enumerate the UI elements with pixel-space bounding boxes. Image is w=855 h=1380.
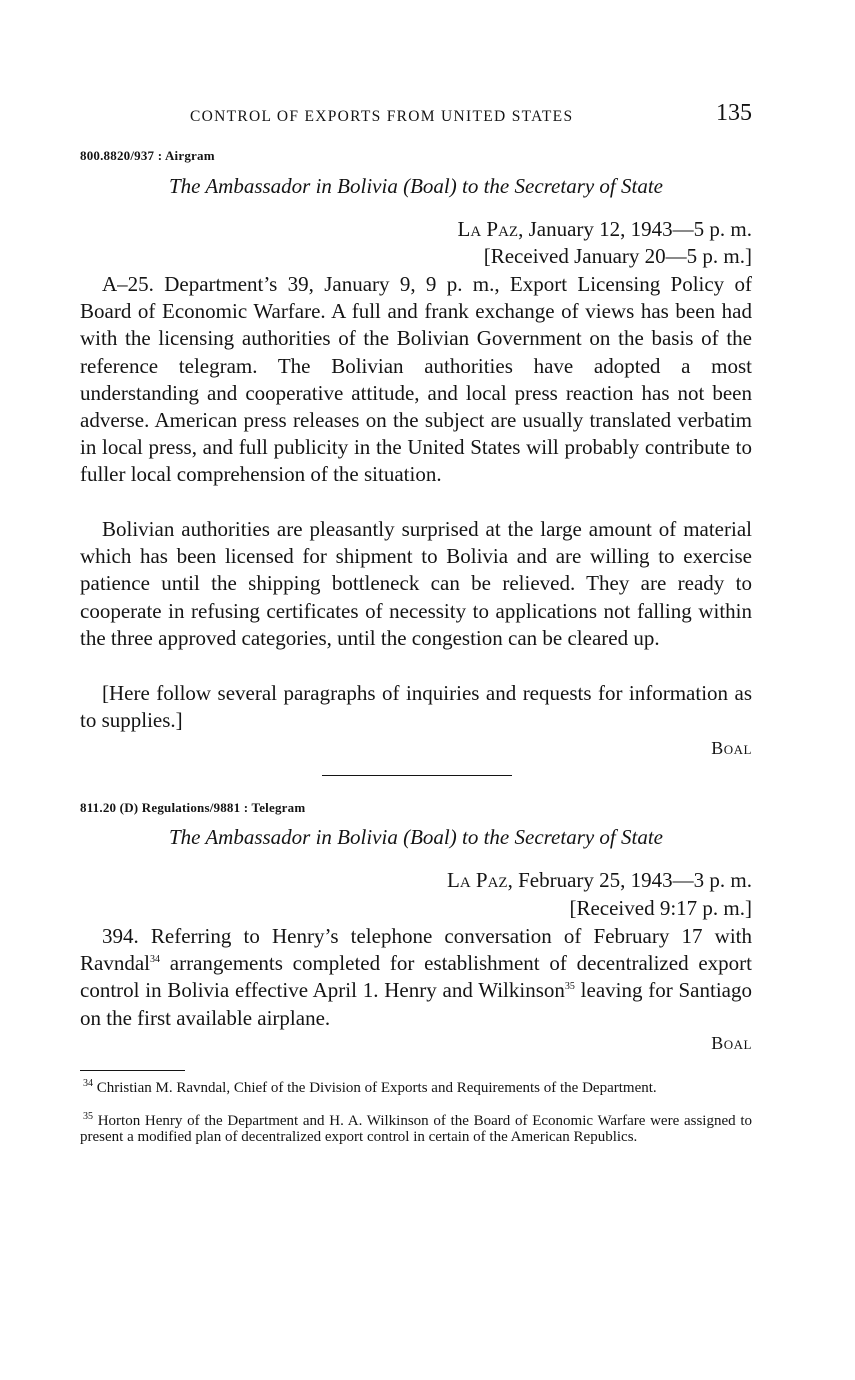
footnote-ref-35: 35 (564, 981, 575, 993)
doc2-heading-part: The Ambassador in Bolivia ( (168, 825, 411, 849)
doc1-heading-part: The Ambassador in Bolivia ( (168, 174, 411, 198)
doc2-signature: Boal (711, 1033, 752, 1053)
doc1-file-id: 800.8820/937 : Airgram (80, 148, 215, 163)
doc1-dateline (80, 216, 752, 243)
footnote-mark: 34 (83, 1078, 93, 1089)
doc1-heading-part: ) to the Secretary of State (449, 174, 664, 198)
doc2-received: [Received 9:17 p. m.] (569, 896, 752, 920)
doc2-place: La Paz (447, 868, 508, 892)
running-header-title: CONTROL OF EXPORTS FROM UNITED STATES (190, 108, 574, 125)
doc1-heading (80, 174, 752, 199)
doc2-date: , February 25, 1943—3 p. m. (507, 868, 752, 892)
footnote-text: Horton Henry of the Department and H. A. Wilkinson of the Board of Economic Warfare were assigned to present a modified plan of decentralized export control in certain of the American Republics. (80, 1113, 752, 1146)
section-divider (322, 775, 512, 776)
doc2-text: 394. Referring to Henry’s telephone conversation of February 17 with Ravndal (80, 924, 752, 976)
footnote-35 (80, 1113, 752, 1145)
doc2-dateline (80, 867, 752, 894)
doc1-received: [Received January 20—5 p. m.] (483, 244, 752, 268)
doc2-paragraph (80, 923, 752, 1032)
doc2-heading-name: Boal (410, 825, 450, 849)
doc1-paragraph-2: Bolivian authorities are pleasantly surprised at the large amount of material which has been licensed for shipment to Bolivia and are willing to exercise patience until the shipping bottleneck can be relieved. They are ready to cooperate in refusing certificates of necessity to applications not falling within the three approved categories, until the congestion can be cleared up. (80, 517, 752, 650)
page-number: 135 (716, 100, 752, 126)
doc2-text: arrangements completed for establishment of decentralized export control in Bolivia effective April 1. Henry and Wilkinson (80, 951, 752, 1003)
doc1-paragraph-1: A–25. Department’s 39, January 9, 9 p. m., Export Licensing Policy of Board of Economic Warfare. A full and frank exchange of views has been had with the licensing authorities of the Bolivian Government on the basis of the reference telegram. The Bolivian authorities have adopted a most understanding and cooperative attitude, and local press reaction has not been adverse. American press releases on the subject are usually translated verbatim in local press, and full publicity in the United States will probably contribute to fuller local comprehension of the situation. (80, 272, 752, 487)
footnote-rule (80, 1070, 185, 1071)
footnote-34 (80, 1080, 752, 1096)
footnote-text: Christian M. Ravndal, Chief of the Division of Exports and Requirements of the Department. (93, 1080, 657, 1096)
footnote-ref-34: 34 (149, 954, 160, 966)
footnote-mark: 35 (83, 1111, 93, 1122)
running-header (190, 100, 752, 134)
doc2-heading (80, 825, 752, 850)
doc2-heading-part: ) to the Secretary of State (449, 825, 664, 849)
doc1-place: La Paz (457, 217, 519, 241)
doc2-text: leaving for Santiago on the first available airplane. (80, 978, 752, 1030)
doc1-heading-name: Boal (410, 174, 450, 198)
doc1-paragraph-3: [Here follow several paragraphs of inquiries and requests for information as to supplies.] (80, 681, 752, 733)
doc1-signature: Boal (711, 738, 752, 758)
doc1-date: , January 12, 1943—5 p. m. (518, 217, 752, 241)
doc2-file-id: 811.20 (D) Regulations/9881 : Telegram (80, 800, 306, 815)
